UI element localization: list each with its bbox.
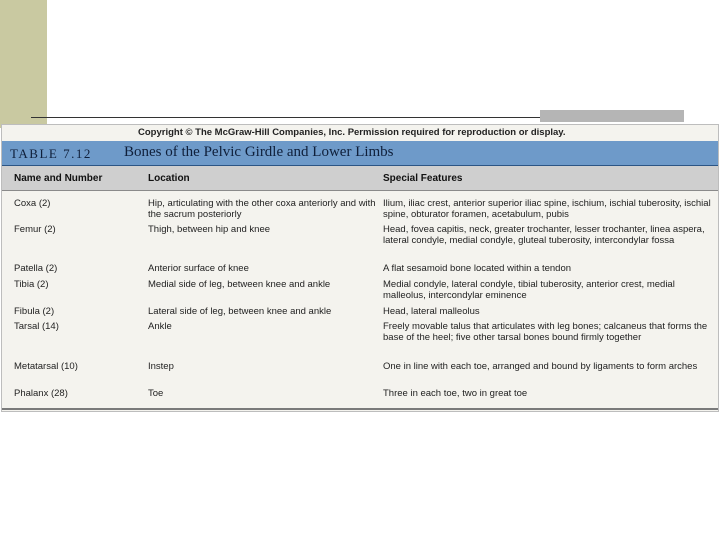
table-title-bar [2, 141, 718, 166]
cell-features: One in line with each toe, arranged and bound by ligaments to form arches [383, 361, 698, 372]
cell-features: Three in each toe, two in great toe [383, 388, 528, 399]
cell-features: A flat sesamoid bone located within a tendon [383, 263, 572, 274]
table-title: Bones of the Pelvic Girdle and Lower Limbs [124, 144, 394, 160]
cell-name: Metatarsal (10) [14, 361, 78, 372]
cell-features: Medial condyle, lateral condyle, tibial tuberosity, anterior crest, medial malleolus, intercondylar eminence [383, 279, 675, 302]
cell-features: Freely movable talus that articulates with leg bones; calcaneus that forms the base of the heel; five other tarsal bones bound firmly together [383, 321, 708, 344]
slide-accent-bar [0, 0, 47, 128]
table-header-row [2, 166, 718, 191]
cell-location: Anterior surface of knee [148, 263, 249, 274]
cell-name: Patella (2) [14, 263, 58, 274]
cell-location: Thigh, between hip and knee [148, 224, 271, 235]
cell-name: Coxa (2) [14, 198, 51, 209]
cell-location: Instep [148, 361, 174, 372]
cell-location: Toe [148, 388, 164, 399]
header-features: Special Features [383, 173, 463, 184]
cell-location: Medial side of leg, between knee and ankle [148, 279, 331, 290]
cell-name: Tibia (2) [14, 279, 49, 290]
cell-name: Phalanx (28) [14, 388, 68, 399]
header-location: Location [148, 173, 190, 184]
cell-features: Head, lateral malleolus [383, 306, 480, 317]
cell-name: Fibula (2) [14, 306, 55, 317]
cell-location: Lateral side of leg, between knee and ankle [148, 306, 332, 317]
cell-location: Ankle [148, 321, 172, 332]
table-bottom-rule [2, 408, 718, 410]
cell-name: Femur (2) [14, 224, 56, 235]
header-name: Name and Number [14, 173, 103, 184]
cell-features: Ilium, iliac crest, anterior superior iliac spine, ischium, ischial tuberosity, ischial spine, obturator foramen, acetabulum, pubis [383, 198, 711, 221]
copyright-notice: Copyright © The McGraw-Hill Companies, Inc. Permission required for reproduction or display. [138, 127, 566, 138]
cell-name: Tarsal (14) [14, 321, 59, 332]
table-number: TABLE 7.12 [10, 146, 92, 161]
cell-features: Head, fovea capitis, neck, greater trochanter, lesser trochanter, linea aspera, lateral condyle, medial condyle, gluteal tuberosity, intercondylar fossa [383, 224, 705, 247]
slide-corner-block [540, 110, 684, 122]
cell-location: Hip, articulating with the other coxa anteriorly and with the sacrum posteriorly [148, 198, 376, 221]
